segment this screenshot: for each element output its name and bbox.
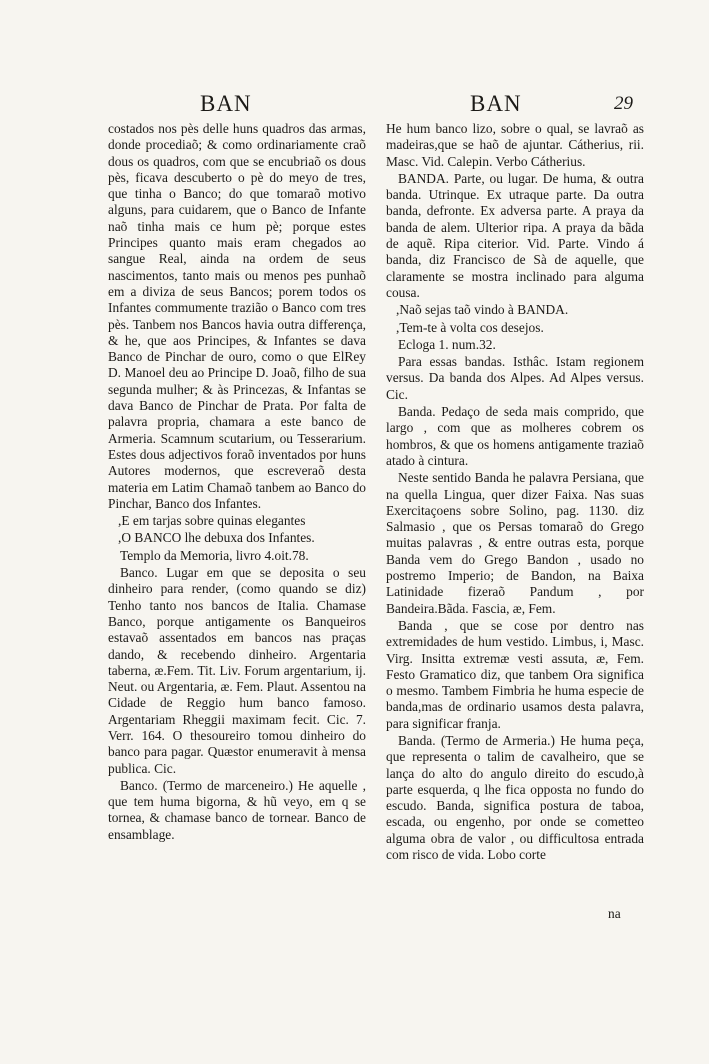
citation: Templo da Memoria, livro 4.oit.78. (120, 547, 309, 563)
page-number: 29 (614, 93, 633, 114)
entry-banda-parte: BANDA. Parte, ou lugar. De huma, & outra banda. Utrinque. Ex utraque parte. Da outra banda, defronte. Ex adversa parte. A praya da banda de alem. Ulterior ripa. A praya da bãda de aquẽ. Ripa citerior. Vid. Parte. Vindo á banda, diz Francisco de Sà de aquelle, que claramente se mostra inclinado para alguma cousa. (386, 170, 644, 300)
entry-banda-persiana: Neste sentido Banda he palavra Persiana, que na quella Lingua, quer dizer Faixa. Nas suas Exercitaçoens sobre Solino, pag. 1130. diz Salmasio , que os Persas tomaraõ do Grego muitas palavras , & entre outras esta, porque Banda vem do Grego Bandon , usado no postremo Imperio; de Bandon, na Baixa Latinidade fizeraõ Pandum , por Bandeira.Bãda. Fascia, æ, Fem. (386, 470, 644, 616)
left-column (108, 121, 366, 843)
verse-line: ,Naõ sejas taõ vindo à BANDA. (396, 302, 569, 318)
verse-line: ,O BANCO lhe debuxa dos Infantes. (118, 530, 315, 546)
entry-banda-seda: Banda. Pedaço de seda mais comprido, que largo , com que as molheres cobrem os hombros, & que os homens antigamente traziaõ atado à cintura. (386, 404, 644, 468)
entry-banco-infante-continued: costados nos pès delle huns quadros das armas, donde procediaõ; & como ordinariamente craõ dous os quadros, com que se encubriaõ os dous pès, ficava descuberto o pè do meyo de tres, que tinha o Banco; do que tomaraõ motivo alguns, para cuidarem, que o Banco de Infante naõ tinha mais ce hum pè; porque estes Principes quanto mais eram chegados ao sangue Real, ainda na ordem de seus nascimentos, tanto mais ou menos pes punhaõ em a diviza de seus Bancos; porem todos os Infantes commumente trazião o Banco com tres pès. Tanbem nos Bancos havia outra differença, & he, que aos Principes, & Infantes se dava Banco de Pinchar de ouro, como o que ElRey D. Manoel deu ao Principe D. Joaõ, filho de sua segunda mulher; & às Princezas, & Infantas se dava Banco de Pinchar de Prata. Por falta de palavra propria, chamara a este banco de Armeria. Scamnum scutarium, ou Tesserarium. Estes dous adjectivos foraõ inventados por huns Autores modernos, que escreveraõ desta materia em Latim Chamaõ tanbem ao Banco do Pinchar, Banco dos Infantes. (108, 121, 366, 511)
verse-line: ,Tem-te à volta cos desejos. (396, 319, 544, 335)
verse-line: ,E em tarjas sobre quinas elegantes (118, 513, 306, 529)
right-column (386, 121, 644, 863)
entry-para-essas-bandas: Para essas bandas. Isthâc. Istam regionem versus. Da banda dos Alpes. Ad Alpes versus. Cic. (386, 354, 644, 402)
entry-banco-marceneiro: Banco. (Termo de marceneiro.) He aquelle , que tem huma bigorna, & hũ veyo, em q se tornea, & chamase banco de tornear. Banco de ensamblage. (108, 777, 366, 842)
entry-banda-armeria: Banda. (Termo de Armeria.) He huma peça, que representa o talim de cavalheiro, que se lança do alto do angulo direito do escudo,à parte esquerda, q lhe fica opposta no fundo do escudo. Banda, significa postura de taboa, escada, ou engenho, por onde se cometteo alguma obra de valor , ou difficultosa entrada com risco de vida. Lobo corte (386, 732, 644, 863)
entry-banco-ensamblage-continued: He hum banco lizo, sobre o qual, se lavraõ as madeiras,que se haõ de ajuntar. Cátherius, rii. Masc. Vid. Calepin. Verbo Cátherius. (386, 121, 644, 169)
catchword: na (608, 906, 621, 921)
citation: Ecloga 1. num.32. (398, 336, 496, 352)
entry-banda-vestido: Banda , que se cose por dentro nas extremidades de hum vestido. Limbus, i, Masc. Virg. Insitta extremæ vesti assuta, æ, Fem. Festo Gramatico diz, que tanbem Ora significa o mesmo. Tambem Fimbria he huma especie de banda,mas de ordinario usamos desta palavra, para significar franja. (386, 617, 644, 731)
running-head-right: BAN (470, 91, 522, 116)
running-head-left: BAN (200, 91, 252, 116)
entry-banco-dinheiro: Banco. Lugar em que se deposita o seu dinheiro para render, (como quando se diz) Tenho tanto nos bancos de Italia. Chamase Banco, porque antigamente os Banqueiros estavaõ assentados em bancos nas praças dando, & recebendo dinheiro. Argentaria taberna, æ.Fem. Tit. Liv. Forum argentarium, ij. Neut. ou Argentaria, æ. Fem. Plaut. Assentou na Cidade de Reggio hum banco famoso. Argentariam Rheggii maximam fecit. Cic. 7. Verr. 164. O thesoureiro tomou dinheiro do banco para pagar. Quæstor enumeravit à mensa publica. Cic. (108, 565, 366, 776)
